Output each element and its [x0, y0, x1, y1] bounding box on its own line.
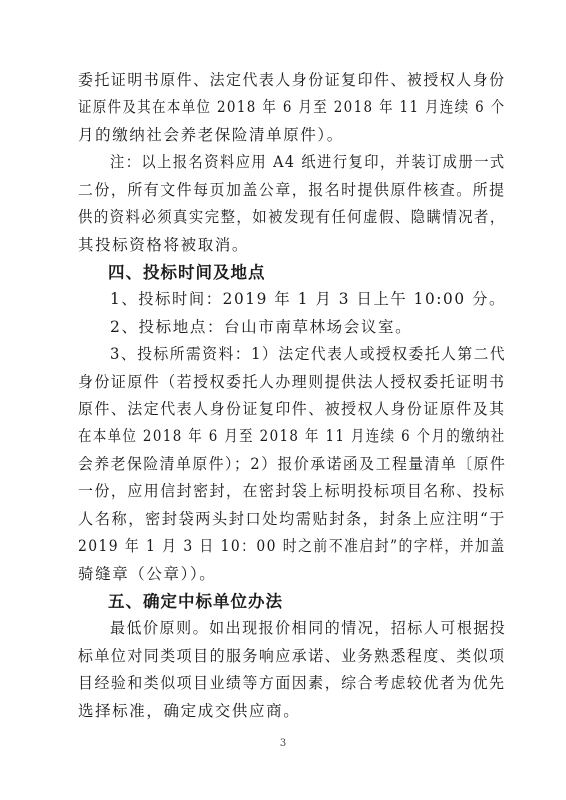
bid-materials-line: 身份证原件（若授权委托人办理则提供法人授权委托证明书 [78, 372, 506, 391]
bid-materials-line: 骑缝章（公章））。 [78, 564, 217, 583]
note-line: 供的资料必须真实完整，如被发现有任何虚假、隐瞒情况者， [78, 208, 506, 227]
method-line: 最低价原则。如出现报价相同的情况，招标人可根据投 [110, 619, 507, 638]
method-line: 标单位对同类项目的服务响应承诺、业务熟悉程度、类似项 [78, 646, 506, 665]
body-line: 证原件及其在本单位 2018 年 6 月至 2018 年 11 月连续 6 个 [78, 98, 506, 117]
note-line: 注：以上报名资料应用 A4 纸进行复印，并装订成册一式 [110, 153, 506, 172]
section-heading-bidding-time: 四、投标时间及地点 [108, 262, 266, 282]
section-heading-winner-method: 五、确定中标单位办法 [108, 591, 283, 611]
bid-materials-line: 一份，应用信封密封，在密封袋上标明投标项目名称、投标 [78, 482, 506, 501]
note-line: 二份，所有文件每页加盖公章，报名时提供原件核查。所提 [78, 180, 506, 199]
bid-materials-line: 3、投标所需资料：1）法定代表人或授权委托人第二代 [110, 345, 507, 364]
bid-materials-line: 2019 年 1 月 3 日 10：00 时之前不准启封”的字样，并加盖 [78, 537, 506, 556]
note-line: 其投标资格将被取消。 [78, 235, 250, 254]
bid-time-line: 1、投标时间：2019 年 1 月 3 日上午 10:00 分。 [110, 290, 506, 309]
method-line: 选择标准，确定成交供应商。 [78, 701, 301, 720]
body-line: 月的缴纳社会养老保险清单原件）。 [78, 125, 344, 144]
method-line: 目经验和类似项目业绩等方面因素，综合考虑较优者为优先 [78, 674, 506, 693]
bid-materials-line: 原件、法定代表人身份证复印件、被授权人身份证原件及其 [78, 400, 506, 418]
bid-materials-line: 在本单位 2018 年 6 月至 2018 年 11 月连续 6 个月的缴纳社 [78, 427, 506, 446]
bid-location-line: 2、投标地点：台山市南草林场会议室。 [110, 317, 413, 336]
bid-materials-line: 会养老保险清单原件）；2）报价承诺函及工程量清单〔原件 [78, 454, 507, 473]
body-line: 委托证明书原件、法定代表人身份证复印件、被授权人身份 [78, 71, 506, 89]
bid-materials-line: 人名称，密封袋两头封口处均需贴封条，封条上应注明“于 [78, 509, 507, 528]
page-number: 3 [279, 738, 287, 749]
